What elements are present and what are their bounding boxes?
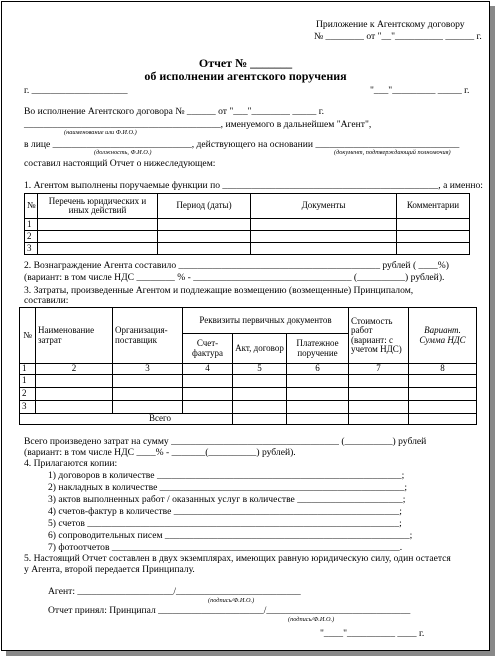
- principal-signature-note: (подпись/Ф.И.О.): [288, 616, 335, 623]
- col-index: 3: [113, 364, 183, 375]
- col-number-header: №: [25, 194, 38, 219]
- col-documents-header: Документы: [251, 194, 397, 219]
- section1-text: 1. Агентом выполнены поручаемые функции по _____________________________________________, а именно:: [24, 180, 483, 191]
- col-expense-name-header: Наименование затрат: [36, 308, 113, 364]
- section5-line2: у Агента, второй передается Принципалу.: [24, 564, 195, 575]
- table-row: [20, 388, 477, 401]
- col-comments-header: Комментарии: [397, 194, 470, 219]
- col-index: 5: [233, 364, 287, 375]
- col-index: 6: [287, 364, 349, 375]
- date-field: "___"_________ _____ г.: [370, 85, 470, 96]
- section3-line1: 3. Затраты, произведенные Агентом и подлежащие возмещению (возмещенные) Принципалом,: [24, 285, 414, 296]
- total-row: [20, 414, 477, 425]
- table-row: [25, 243, 470, 255]
- intro-line4: составил настоящий Отчет о нижеследующем:: [24, 158, 216, 169]
- col-invoice-header: Счет-фактура: [183, 334, 233, 364]
- table-row: [25, 231, 470, 243]
- expenses-table: [19, 307, 477, 425]
- attachment-item: 7) фотоотчетов ____________________________________________________________.: [48, 542, 403, 553]
- row-number: 1: [20, 375, 36, 388]
- attachment-item: 5) счетов _________________________________________________________________;: [48, 518, 402, 529]
- col-index: 7: [349, 364, 409, 375]
- section2-line1: 2. Вознаграждение Агента составило __________________________________________ рублей ( ____%): [24, 260, 449, 271]
- table-row: [20, 401, 477, 414]
- col-payment-header: Платежное поручение: [287, 334, 349, 364]
- col-cost-header: Стоимость работ (вариант: с учетом НДС): [349, 308, 409, 364]
- section2-line2: (вариант: в том числе НДС ________ % - _________________________________ (__________) рублей).: [24, 272, 445, 283]
- row-number: 3: [25, 243, 38, 255]
- col-supplier-header: Организация-поставщик: [113, 308, 183, 364]
- intro-line3: в лице _____________________________, действующего на основании ______________________________: [24, 139, 460, 150]
- principal-signature-line: Отчет принял: Принципал ______________________/______________________________: [48, 605, 411, 616]
- intro-line3-note2: (документ, подтверждающий полномочия): [334, 149, 451, 156]
- section4-title: 4. Прилагаются копии:: [24, 458, 118, 469]
- total-label: Всего: [20, 414, 233, 425]
- table-row: [20, 375, 477, 388]
- document-page: [1, 1, 490, 651]
- attachment-item: 3) актов выполненных работ / оказанных услуг в количестве ______________________;: [48, 494, 406, 505]
- functions-header-row: [25, 194, 470, 219]
- col-number-header: №: [20, 308, 36, 364]
- section5-line1: 5. Настоящий Отчет составлен в двух экземплярах, имеющих равную юридическую силу, один остается: [24, 553, 451, 564]
- attachment-item: 2) накладных в количестве ___________________________________________________;: [48, 482, 408, 493]
- attachment-item: 6) сопроводительных писем ___________________________________________________;: [48, 530, 413, 541]
- column-numbers-row: [20, 364, 477, 375]
- attachment-item: 4) счетов-фактур в количестве _______________________________________________;: [48, 506, 402, 517]
- table-row: [25, 219, 470, 231]
- city-field: г. ____________________: [24, 85, 128, 96]
- signature-date: "____"__________ ____ г.: [320, 628, 425, 639]
- col-vat-header: Вариант. Сумма НДС: [409, 308, 477, 364]
- col-index: 2: [36, 364, 113, 375]
- section3-line2: составили:: [24, 295, 69, 306]
- intro-line2: _________________________________________, именуемого в дальнейшем "Агент",: [24, 119, 372, 130]
- document-title: Отчет № _______: [198, 56, 293, 70]
- col-index: 1: [20, 364, 36, 375]
- agent-signature-line: Агент: ____________________/__________________________: [48, 586, 301, 597]
- row-number: 2: [20, 388, 36, 401]
- col-act-header: Акт, договор: [233, 334, 287, 364]
- expenses-header-row: [20, 308, 477, 334]
- intro-line2-note: (наименование или Ф.И.О.): [64, 129, 137, 136]
- col-index: 8: [409, 364, 477, 375]
- totals-line1: Всего произведено затрат на сумму ___________________________________ (__________) рублей: [24, 436, 427, 447]
- attachment-item: 1) договоров в количестве ___________________________________________________;: [48, 470, 405, 481]
- intro-line1: Во исполнение Агентского договора № ______ от "___"________ _____ г.: [24, 106, 324, 117]
- col-period-header: Период (даты): [158, 194, 251, 219]
- appendix-line1: Приложение к Агентскому договору: [316, 19, 465, 30]
- col-requisites-header: Реквизиты первичных документов: [183, 308, 349, 334]
- row-number: 1: [25, 219, 38, 231]
- document-subtitle: об исполнении агентского поручения: [144, 69, 347, 83]
- col-actions-header: Перечень юридических и иных действий: [38, 194, 158, 219]
- intro-line3-note1: (должность, Ф.И.О.): [94, 149, 152, 156]
- col-index: 4: [183, 364, 233, 375]
- row-number: 2: [25, 231, 38, 243]
- agent-signature-note: (подпись/Ф.И.О.): [208, 597, 255, 604]
- functions-table: [24, 193, 470, 255]
- appendix-line2: № ________ от "__"__________ ______ г.: [314, 31, 482, 42]
- row-number: 3: [20, 401, 36, 414]
- totals-line2: (вариант: в том числе НДС ____% - _______(__________) рублей).: [24, 447, 296, 458]
